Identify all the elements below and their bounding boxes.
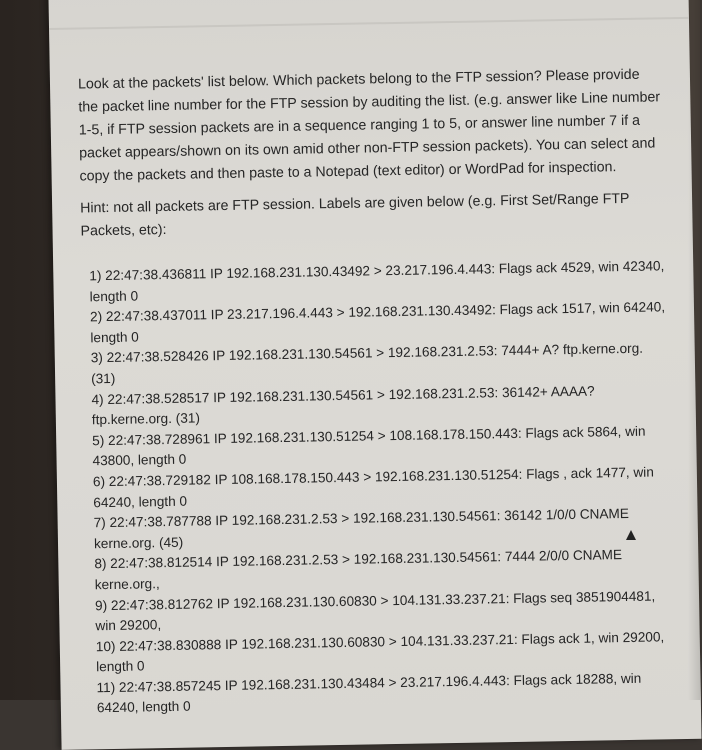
packet-line-11[interactable]: 11) 22:47:38.857245 IP 192.168.231.130.43484 > 23.217.196.4.443: Flags ack 18288, win 64240, length 0 (96, 670, 642, 716)
divider (49, 17, 689, 30)
packet-line-9[interactable]: 9) 22:47:38.812762 IP 192.168.231.130.60830 > 104.131.33.237.21: Flags seq 3851904481, win 29200, (94, 587, 656, 634)
packet-line-2[interactable]: 2) 22:47:38.437011 IP 23.217.196.4.443 > 192.168.231.130.43492: Flags ack 1517, win 64240, length 0 (89, 299, 666, 346)
packet-line-4[interactable]: 4) 22:47:38.528517 IP 192.168.231.130.54561 > 192.168.231.2.53: 36142+ AAAA? ftp.kerne.org. (31) (91, 383, 595, 428)
packet-line-8[interactable]: 8) 22:47:38.812514 IP 192.168.231.2.53 > 192.168.231.130.54561: 7444 2/0/0 CNAME kerne.org., (94, 547, 623, 593)
packet-line-3[interactable]: 3) 22:47:38.528426 IP 192.168.231.130.54561 > 192.168.231.2.53: 7444+ A? ftp.kerne.org. (31) (90, 341, 644, 387)
packet-list (89, 256, 677, 719)
packet-line-10[interactable]: 10) 22:47:38.830888 IP 192.168.231.130.60830 > 104.131.33.237.21: Flags ack 1, win 29200, length 0 (95, 629, 665, 675)
cut-off-heading (56, 0, 146, 4)
packet-line-1[interactable]: 1) 22:47:38.436811 IP 192.168.231.130.43492 > 23.217.196.4.443: Flags ack 4529, win 42340, length 0 (89, 258, 665, 304)
packet-line-6[interactable]: 6) 22:47:38.729182 IP 108.168.178.150.443 > 192.168.231.130.51254: Flags , ack 1477, win 64240, length 0 (92, 464, 654, 510)
packet-line-7[interactable]: 7) 22:47:38.787788 IP 192.168.231.2.53 > 192.168.231.130.54561: 36142 1/0/0 CNAME kerne.org. (45) (93, 506, 629, 552)
hint-text: Hint: not all packets are FTP session. Labels are given below (e.g. First Set/Range FTP Packets, etc): (80, 190, 630, 240)
screen-edge-shadow (688, 0, 700, 700)
question-page (48, 0, 702, 750)
mouse-cursor-icon (626, 530, 636, 540)
question-text: Look at the packets' list below. Which packets belong to the FTP session? Please provide the packet line number for the FTP session by auditing the list. (e.g. answer like Line number 1-5, if FTP session packets are in a sequence ranging 1 to 5, or answer line number 7 if a packet appears/shown on its own amid other non-FTP session packets). You can select and copy the packets and then paste to a Notepad (text editor) or WordPad for inspection. (77, 66, 661, 185)
packet-line-5[interactable]: 5) 22:47:38.728961 IP 192.168.231.130.51254 > 108.168.178.150.443: Flags ack 5864, win 43800, length 0 (92, 423, 646, 469)
